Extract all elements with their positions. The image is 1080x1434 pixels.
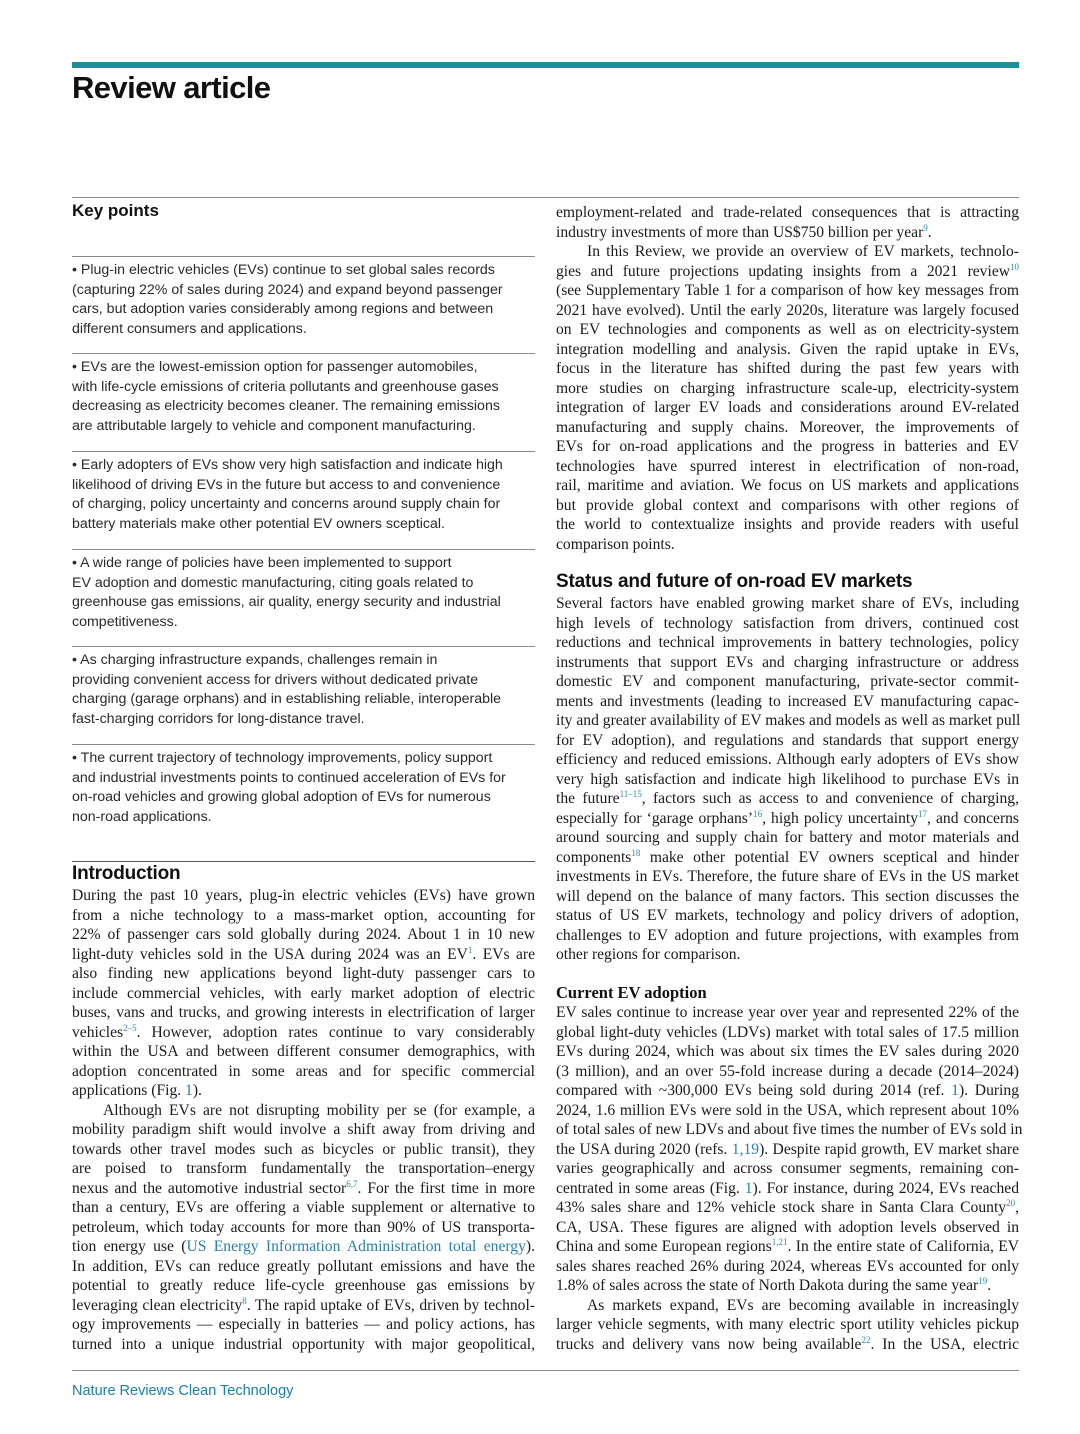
text-run: 1.8% of sales across the state of North Dakota during the same year bbox=[556, 1277, 979, 1294]
citation-link[interactable]: 16 bbox=[753, 808, 763, 819]
text-line bbox=[556, 711, 1019, 731]
key-point-divider bbox=[72, 744, 535, 745]
text-run: towards other travel modes such as bicycles or public transit), they bbox=[72, 1140, 535, 1158]
citation-link[interactable]: 22 bbox=[861, 1334, 871, 1345]
text-run: EV sales continue to increase year over year and represented 22% of the bbox=[556, 1004, 1019, 1021]
text-run: EVs during 2024, which was about six times the EV sales during 2020 bbox=[556, 1043, 1019, 1060]
text-run: varies geographically and across consumer segments, remaining con- bbox=[556, 1160, 1019, 1177]
text-line bbox=[72, 1003, 535, 1023]
text-line bbox=[72, 1081, 535, 1101]
citation-link[interactable]: 20 bbox=[1006, 1198, 1016, 1208]
text-run: comparison points. bbox=[556, 535, 675, 553]
status-section-heading: Status and future of on-road EV markets bbox=[556, 571, 913, 592]
text-line bbox=[556, 1296, 1019, 1316]
key-points-top-rule bbox=[72, 197, 1019, 198]
key-point-line: fast-charging corridors for long-distance travel. bbox=[72, 710, 365, 727]
text-run: tion energy use ( bbox=[72, 1238, 187, 1255]
text-run: . bbox=[987, 1277, 992, 1294]
text-run: . The rapid uptake of EVs, driven by technol- bbox=[246, 1296, 535, 1314]
text-line bbox=[556, 496, 1019, 516]
text-run: will depend on the balance of many factors. This section discusses the bbox=[556, 887, 1019, 905]
text-run: high levels of technology satisfaction from drivers, continued cost bbox=[556, 614, 1019, 632]
text-run: than a century, EVs are offering a viable supplement or alternative to bbox=[72, 1199, 535, 1216]
text-run: manufacturing and supply chains. Moreover, the improvements of bbox=[556, 418, 1019, 436]
text-run: make other potential EV owners sceptical and hinder bbox=[640, 848, 1019, 866]
text-run: on EV technologies and components as well as on electricity-system bbox=[556, 321, 1019, 338]
key-point-line: battery materials make other potential EV owners sceptical. bbox=[72, 515, 445, 532]
text-run: . bbox=[927, 223, 932, 241]
citation-link[interactable]: 2–5 bbox=[123, 1022, 137, 1033]
text-run: . In the USA, electric bbox=[870, 1335, 1019, 1353]
text-line bbox=[72, 1179, 535, 1199]
text-line bbox=[556, 1101, 1019, 1121]
key-point-line: greenhouse gas emissions, air quality, energy security and industrial bbox=[72, 594, 501, 610]
text-line bbox=[556, 398, 1019, 418]
key-point-line: (capturing 22% of sales during 2024) and expand beyond passenger bbox=[72, 281, 503, 298]
text-line bbox=[556, 926, 1019, 946]
text-run: . For the first time in more bbox=[357, 1179, 535, 1197]
text-line bbox=[556, 1120, 1023, 1140]
key-point-line: • Plug-in electric vehicles (EVs) continue to set global sales records bbox=[72, 262, 495, 278]
text-line bbox=[556, 1062, 1019, 1082]
introduction-heading: Introduction bbox=[72, 863, 181, 884]
text-line bbox=[556, 945, 1019, 965]
key-point-line: competitiveness. bbox=[72, 613, 178, 630]
reference-link[interactable]: 1 bbox=[744, 1179, 753, 1197]
text-run: 22% of passenger cars sold globally during 2024. About 1 in 10 new bbox=[72, 926, 535, 943]
text-line bbox=[556, 848, 1019, 868]
text-line bbox=[72, 984, 535, 1004]
divider bbox=[72, 256, 535, 257]
citation-link[interactable]: 9 bbox=[923, 222, 928, 233]
citation-link[interactable]: 19 bbox=[978, 1276, 988, 1286]
citation-link[interactable]: 6,7 bbox=[346, 1178, 358, 1189]
text-line bbox=[556, 437, 1019, 457]
text-run: especially for ‘garage orphans’ bbox=[556, 809, 754, 827]
introduction-body bbox=[72, 886, 535, 1354]
citation-link[interactable]: 1 bbox=[467, 944, 473, 955]
text-run: Several factors have enabled growing market share of EVs, including bbox=[556, 595, 1019, 612]
text-line bbox=[556, 809, 1019, 829]
text-line bbox=[72, 886, 535, 906]
text-run: include commercial vehicles, with early market adoption of electric bbox=[72, 984, 535, 1002]
text-run: vehicles bbox=[72, 1023, 124, 1041]
text-line bbox=[556, 1042, 1019, 1062]
text-line bbox=[72, 1140, 535, 1160]
text-line bbox=[556, 1335, 1019, 1355]
text-line bbox=[556, 262, 1019, 282]
key-point-line: and industrial investments points to continued acceleration of EVs for bbox=[72, 769, 506, 786]
citation-link[interactable]: 17 bbox=[918, 808, 928, 819]
key-point-line: • A wide range of policies have been implemented to support bbox=[72, 555, 452, 571]
key-point-line: different consumers and applications. bbox=[72, 320, 307, 337]
text-run: industry investments of more than US$750 billion per year bbox=[556, 223, 924, 241]
key-point-item bbox=[72, 554, 542, 632]
text-line bbox=[556, 1315, 1019, 1335]
introduction-rule bbox=[72, 861, 535, 862]
text-run: challenges to EV adoption and future projections, with examples from bbox=[556, 926, 1019, 944]
introduction-continuation bbox=[556, 203, 1019, 554]
text-line bbox=[556, 1081, 1019, 1101]
text-line bbox=[556, 1140, 1019, 1160]
text-line bbox=[72, 925, 535, 945]
text-run: rail, maritime and aviation. We focus on US markets and applications bbox=[556, 477, 1019, 494]
key-point-item bbox=[72, 261, 542, 339]
text-line bbox=[556, 770, 1019, 790]
text-line bbox=[72, 906, 535, 926]
text-run: , high policy uncertainty bbox=[762, 809, 919, 827]
text-run: global light-duty vehicles (LDVs) market with total sales of 17.5 million bbox=[556, 1023, 1019, 1041]
text-line bbox=[556, 281, 1019, 301]
text-line bbox=[556, 1276, 1019, 1296]
text-run: focus in the literature has shifted during the past few years with bbox=[556, 360, 1019, 377]
text-run: , bbox=[1015, 1199, 1019, 1216]
text-run: gies and future projections updating insights from a 2021 review bbox=[556, 262, 1010, 280]
key-point-divider bbox=[72, 646, 535, 647]
text-run: other regions for comparison. bbox=[556, 946, 741, 963]
text-run: of total sales of new LDVs and about five times the number of EVs sold in bbox=[556, 1121, 1023, 1138]
text-run: but provide global context and comparisons with other regions of bbox=[556, 496, 1019, 514]
text-run: CA, USA. These figures are aligned with adoption levels observed in bbox=[556, 1218, 1019, 1236]
text-run: ments and investments (leading to increased EV manufacturing capac- bbox=[556, 692, 1019, 710]
text-run: for EV adoption), and regulations and standards that support energy bbox=[556, 731, 1019, 749]
text-line bbox=[556, 1218, 1019, 1238]
citation-link[interactable]: 8 bbox=[242, 1295, 247, 1306]
text-run: reductions and technical improvements in battery technologies, policy bbox=[556, 634, 1019, 651]
text-run: , factors such as access to and convenience of charging, bbox=[641, 790, 1019, 807]
text-line bbox=[556, 672, 1019, 692]
text-line bbox=[72, 1237, 535, 1257]
citation-link[interactable]: 10 bbox=[1010, 261, 1019, 272]
text-line bbox=[72, 1257, 535, 1277]
journal-name: Nature Reviews Clean Technology bbox=[72, 1383, 294, 1399]
text-run: applications (Fig. bbox=[72, 1082, 186, 1099]
footer-rule bbox=[72, 1370, 1019, 1371]
text-line bbox=[556, 379, 1019, 399]
text-run: (see Supplementary Table 1 for a comparison of how key messages from bbox=[556, 282, 1019, 299]
text-run: compared with ~300,000 EVs being sold during 2014 (ref. bbox=[556, 1082, 952, 1099]
text-line bbox=[556, 828, 1019, 848]
text-line bbox=[556, 653, 1019, 673]
text-line bbox=[556, 515, 1019, 535]
key-point-line: • EVs are the lowest-emission option for passenger automobiles, bbox=[72, 359, 478, 375]
text-line bbox=[556, 594, 1019, 614]
text-run: 2021 have evolved). Until the early 2020s, literature was largely focused bbox=[556, 301, 1019, 319]
text-line bbox=[556, 1257, 1019, 1277]
text-line bbox=[72, 1101, 535, 1121]
key-point-line: EV adoption and domestic manufacturing, citing goals related to bbox=[72, 574, 474, 591]
text-line bbox=[556, 1237, 1019, 1257]
text-line bbox=[556, 242, 1019, 262]
text-run: ity and greater availability of EV makes and models as well as market pull bbox=[556, 712, 1021, 729]
text-run: 43% sales share and 12% vehicle stock share in Santa Clara County bbox=[556, 1199, 1007, 1216]
key-point-line: cars, but adoption varies considerably among regions and between bbox=[72, 301, 494, 317]
key-point-line: with life-cycle emissions of criteria pollutants and greenhouse gases bbox=[72, 378, 499, 395]
text-line bbox=[72, 1120, 535, 1140]
text-line bbox=[556, 906, 1019, 926]
key-point-line: charging (garage orphans) and in establishing reliable, interoperable bbox=[72, 691, 502, 707]
reference-link[interactable]: 1,19 bbox=[731, 1140, 760, 1158]
text-line bbox=[556, 535, 1019, 555]
text-line bbox=[72, 964, 535, 984]
text-run: more studies on charging infrastructure scale-up, electricity-system bbox=[556, 379, 1019, 397]
text-run: mobility paradigm shift would involve a shift away from driving and bbox=[72, 1121, 535, 1138]
text-run: the future bbox=[556, 790, 620, 807]
text-line bbox=[556, 340, 1019, 360]
text-line bbox=[556, 887, 1019, 907]
key-point-item bbox=[72, 651, 542, 729]
text-run: very high satisfaction and indicate high likelihood to purchase EVs in bbox=[556, 770, 1019, 788]
text-run: China and some European regions bbox=[556, 1238, 772, 1255]
text-run: potential to greatly reduce life-cycle greenhouse gas emissions by bbox=[72, 1277, 535, 1294]
text-line bbox=[556, 476, 1019, 496]
key-point-line: decreasing as electricity becomes cleaner. The remaining emissions bbox=[72, 398, 500, 414]
key-point-divider bbox=[72, 549, 535, 550]
text-run: around sourcing and supply chain for battery and motor materials and bbox=[556, 829, 1019, 846]
text-run: technologies have spurred interest in electrification of non-road, bbox=[556, 457, 1019, 475]
key-point-item bbox=[72, 358, 542, 436]
text-line bbox=[556, 1179, 1019, 1199]
text-run: , and concerns bbox=[927, 809, 1020, 827]
text-run: instruments that support EVs and charging infrastructure or address bbox=[556, 653, 1019, 671]
text-run: . In the entire state of California, EV bbox=[787, 1238, 1019, 1255]
text-line bbox=[556, 301, 1019, 321]
key-point-line: of charging, policy uncertainty and concerns around supply chain for bbox=[72, 496, 501, 512]
text-line bbox=[556, 1023, 1019, 1043]
text-line bbox=[556, 867, 1019, 887]
text-run: buses, vans and trucks, and growing interests in electrification of larger bbox=[72, 1004, 535, 1021]
text-run: turned into a unique industrial opportunity with major geopolitical, bbox=[72, 1335, 535, 1353]
key-points-heading: Key points bbox=[72, 201, 159, 220]
text-line bbox=[72, 1042, 535, 1062]
text-run: investments in EVs. Therefore, the future share of EVs in the US market bbox=[556, 868, 1019, 885]
text-run: As markets expand, EVs are becoming available in increasingly bbox=[587, 1296, 1019, 1314]
text-run: efficiency and reduced emissions. Although early adopters of EVs show bbox=[556, 751, 1019, 768]
reference-link[interactable]: 1 bbox=[185, 1082, 193, 1099]
key-point-line: non-road applications. bbox=[72, 808, 212, 825]
text-line bbox=[72, 945, 535, 965]
text-line bbox=[556, 789, 1019, 809]
text-line bbox=[72, 1335, 535, 1355]
text-run: ogy improvements — especially in batteries — and policy actions, has bbox=[72, 1316, 535, 1333]
citation-link[interactable]: 18 bbox=[631, 847, 641, 858]
text-line bbox=[556, 203, 1019, 223]
status-section-body bbox=[556, 594, 1019, 965]
text-run: . EVs are bbox=[472, 945, 536, 963]
text-line bbox=[556, 614, 1019, 634]
text-run: domestic EV and component manufacturing, private-sector commit- bbox=[556, 673, 1019, 690]
key-point-line: • Early adopters of EVs show very high satisfaction and indicate high bbox=[72, 457, 503, 473]
text-line bbox=[556, 457, 1019, 477]
key-point-line: • The current trajectory of technology improvements, policy support bbox=[72, 750, 493, 766]
key-point-divider bbox=[72, 353, 535, 354]
text-run: integration of larger EV loads and considerations around EV-related bbox=[556, 399, 1019, 416]
text-run: ). bbox=[525, 1238, 535, 1255]
text-line bbox=[556, 633, 1019, 653]
key-point-item bbox=[72, 456, 542, 534]
text-run: centrated in some areas (Fig. bbox=[556, 1179, 745, 1197]
text-run: ). For instance, during 2024, EVs reached bbox=[752, 1179, 1019, 1197]
text-run: sales shares reached 26% during 2024, whereas EVs accounted for only bbox=[556, 1257, 1019, 1275]
key-point-line: on-road vehicles and growing global adoption of EVs for numerous bbox=[72, 789, 491, 805]
text-line bbox=[556, 750, 1019, 770]
text-run: . However, adoption rates continue to vary considerably bbox=[136, 1023, 535, 1041]
text-run: In this Review, we provide an overview of EV markets, technolo- bbox=[587, 243, 1019, 260]
text-line bbox=[72, 1276, 535, 1296]
text-run: are poised to transform fundamentally the transportation–energy bbox=[72, 1160, 535, 1177]
text-line bbox=[72, 1159, 535, 1179]
text-line bbox=[72, 1198, 535, 1218]
text-run: light-duty vehicles sold in the USA during 2024 was an EV bbox=[72, 945, 468, 963]
key-point-divider bbox=[72, 451, 535, 452]
text-run: employment-related and trade-related consequences that is attracting bbox=[556, 204, 1019, 221]
text-run: 2024, 1.6 million EVs were sold in the USA, which represent about 10% bbox=[556, 1101, 1019, 1119]
text-run: the world to contextualize insights and provide readers with useful bbox=[556, 516, 1019, 533]
text-run: the USA during 2020 (refs. bbox=[556, 1140, 732, 1158]
current-adoption-body bbox=[556, 1003, 1023, 1354]
text-run: adoption concentrated in some areas and for specific commercial bbox=[72, 1062, 535, 1080]
text-line bbox=[556, 1003, 1019, 1023]
article-type-label: Review article bbox=[72, 70, 271, 105]
text-run: leveraging clean electricity bbox=[72, 1296, 243, 1314]
text-run: also finding new applications beyond light-duty passenger cars to bbox=[72, 965, 535, 982]
text-line bbox=[72, 1062, 535, 1082]
key-point-item bbox=[72, 749, 542, 827]
current-adoption-heading: Current EV adoption bbox=[556, 983, 707, 1002]
key-point-line: providing convenient access for drivers without dedicated private bbox=[72, 671, 479, 688]
text-run: from a niche technology to a mass-market option, accounting for bbox=[72, 906, 535, 924]
text-run: During the past 10 years, plug-in electric vehicles (EVs) have grown bbox=[72, 887, 535, 904]
citation-link[interactable]: 1,21 bbox=[771, 1237, 788, 1247]
text-line bbox=[72, 1023, 535, 1043]
reference-link[interactable]: 1 bbox=[951, 1082, 959, 1099]
text-run: integration modelling and analysis. Given the rapid uptake in EVs, bbox=[556, 340, 1019, 358]
text-line bbox=[556, 320, 1019, 340]
text-run: ). bbox=[192, 1082, 202, 1099]
text-run: ). During bbox=[958, 1082, 1019, 1099]
text-line bbox=[72, 1315, 535, 1335]
text-line bbox=[556, 731, 1019, 751]
text-run: components bbox=[556, 848, 632, 866]
external-link[interactable]: US Energy Information Administration total energy bbox=[186, 1238, 526, 1255]
text-line bbox=[72, 1218, 535, 1238]
header-accent-bar bbox=[72, 62, 1019, 68]
text-run: trucks and delivery vans now being available bbox=[556, 1335, 862, 1353]
text-run: within the USA and between different consumer demographics, with bbox=[72, 1043, 535, 1060]
text-run: EVs for on-road applications and the progress in batteries and EV bbox=[556, 438, 1019, 455]
key-point-line: • As charging infrastructure expands, challenges remain in bbox=[72, 652, 438, 668]
key-point-line: likelihood of driving EVs in the future but access to and convenience bbox=[72, 476, 501, 493]
key-point-line: are attributable largely to vehicle and component manufacturing. bbox=[72, 417, 476, 434]
text-line bbox=[556, 692, 1019, 712]
text-line bbox=[72, 1296, 535, 1316]
text-line bbox=[556, 1198, 1019, 1218]
text-line bbox=[556, 359, 1019, 379]
text-run: ). Despite rapid growth, EV market share bbox=[759, 1140, 1020, 1158]
citation-link[interactable]: 11–15 bbox=[619, 789, 642, 799]
text-line bbox=[556, 418, 1019, 438]
text-line bbox=[556, 223, 1019, 243]
text-run: nexus and the automotive industrial sector bbox=[72, 1179, 347, 1197]
text-run: (3 million), and an over 55-fold increase during a decade (2014–2024) bbox=[556, 1062, 1019, 1080]
text-run: status of US EV markets, technology and policy drivers of adoption, bbox=[556, 907, 1019, 924]
text-run: larger vehicle segments, with many electric sport utility vehicles pickup bbox=[556, 1316, 1019, 1333]
text-run: petroleum, which today accounts for more than 90% of US transporta- bbox=[72, 1218, 535, 1236]
text-line bbox=[556, 1159, 1019, 1179]
text-run: Although EVs are not disrupting mobility per se (for example, a bbox=[103, 1101, 535, 1119]
text-run: In addition, EVs can reduce greatly pollutant emissions and have the bbox=[72, 1257, 535, 1275]
